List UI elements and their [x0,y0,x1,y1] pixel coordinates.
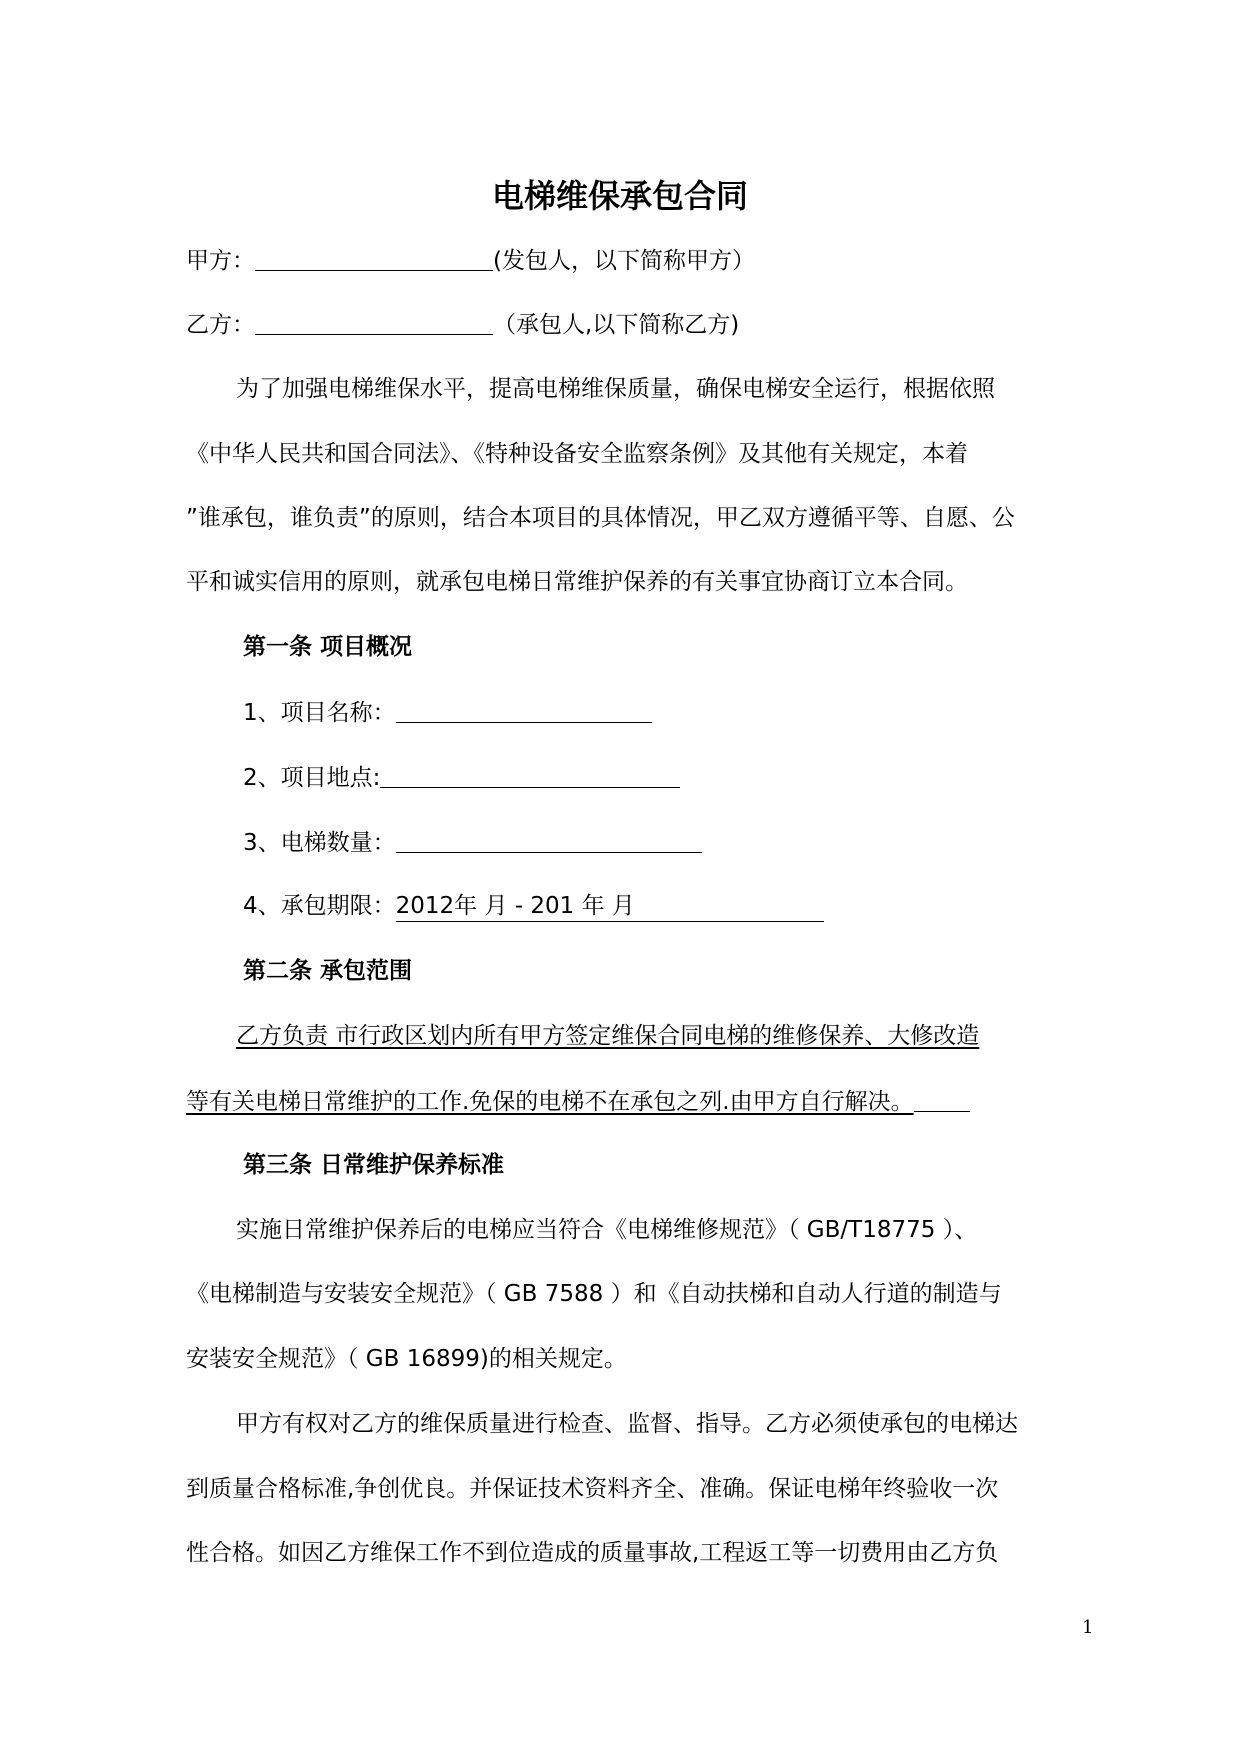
item-project-name [243,696,652,728]
party-a-line [186,244,755,276]
party-a-blank[interactable] [255,244,493,271]
item-project-location [243,761,680,793]
article2-line-1 [236,1021,979,1051]
item-project-name-label: 1、项目名称： [243,700,396,726]
article3-p2-line-1: 甲方有权对乙方的维保质量进行检查、监督、指导。乙方必须使承包的电梯达 [236,1411,1018,1437]
party-a-suffix: (发包人，以下简称甲方） [493,248,755,274]
article1-heading: 第一条 项目概况 [243,634,413,660]
item-project-location-label: 2、项目地点: [243,765,381,791]
article3-p1-line-3: 安装安全规范》（ GB 16899)的相关规定。 [186,1346,627,1372]
party-b-blank[interactable] [255,308,493,335]
party-b-line [186,308,739,340]
project-location-blank[interactable] [380,761,680,788]
contract-period-value[interactable] [396,891,824,922]
party-a-label: 甲方： [186,248,255,274]
article3-p2-line-2: 到质量合格标准,争创优良。并保证技术资料齐全、准确。保证电梯年终验收一次 [186,1476,999,1502]
party-b-suffix: （承包人,以下简称乙方) [493,312,740,338]
article3-p1-line-1: 实施日常维护保养后的电梯应当符合《电梯维修规范》（ GB/T18775 ）、 [236,1217,978,1243]
party-b-label: 乙方： [186,312,255,338]
preamble-line-1: 为了加强电梯维保水平，提高电梯维保质量，确保电梯安全运行，根据依照 [236,376,995,402]
item-contract-period-label: 4、承包期限： [243,893,396,919]
elevator-count-blank[interactable] [396,826,702,853]
project-name-blank[interactable] [396,696,652,723]
article2-line-2-text: 等有关电梯日常维护的工作.免保的电梯不在承包之列.由甲方自行解决。 [186,1089,914,1115]
preamble-line-4: 平和诚实信用的原则，就承包电梯日常维护保养的有关事宜协商订立本合同。 [186,569,968,595]
article3-heading: 第三条 日常维护保养标准 [243,1152,505,1178]
article2-line-2 [186,1085,970,1117]
preamble-line-2: 《中华人民共和国合同法》、《特种设备安全监察条例》及其他有关规定，本着 [186,441,968,467]
item-elevator-count [243,826,702,858]
item-elevator-count-label: 3、电梯数量： [243,830,396,856]
preamble-line-3: ”谁承包，谁负责”的原则，结合本项目的具体情况，甲乙双方遵循平等、自愿、公 [186,505,1015,531]
document-title: 电梯维保承包合同 [491,177,748,215]
page-number: 1 [1082,1617,1094,1638]
article2-trailing-underline [914,1085,970,1112]
article2-heading: 第二条 承包范围 [243,958,413,984]
article3-p2-line-3: 性合格。如因乙方维保工作不到位造成的质量事故,工程返工等一切费用由乙方负 [186,1540,999,1566]
contract-period-text: 2012年 月 - 201 年 月 [395,893,635,919]
article2-line-1-text: 乙方负责 市行政区划内所有甲方签定维保合同电梯的维修保养、大修改造 [236,1023,980,1049]
item-contract-period [243,891,824,922]
article3-p1-line-2: 《电梯制造与安装安全规范》（ GB 7588 ）和《自动扶梯和自动人行道的制造与 [186,1281,1002,1307]
